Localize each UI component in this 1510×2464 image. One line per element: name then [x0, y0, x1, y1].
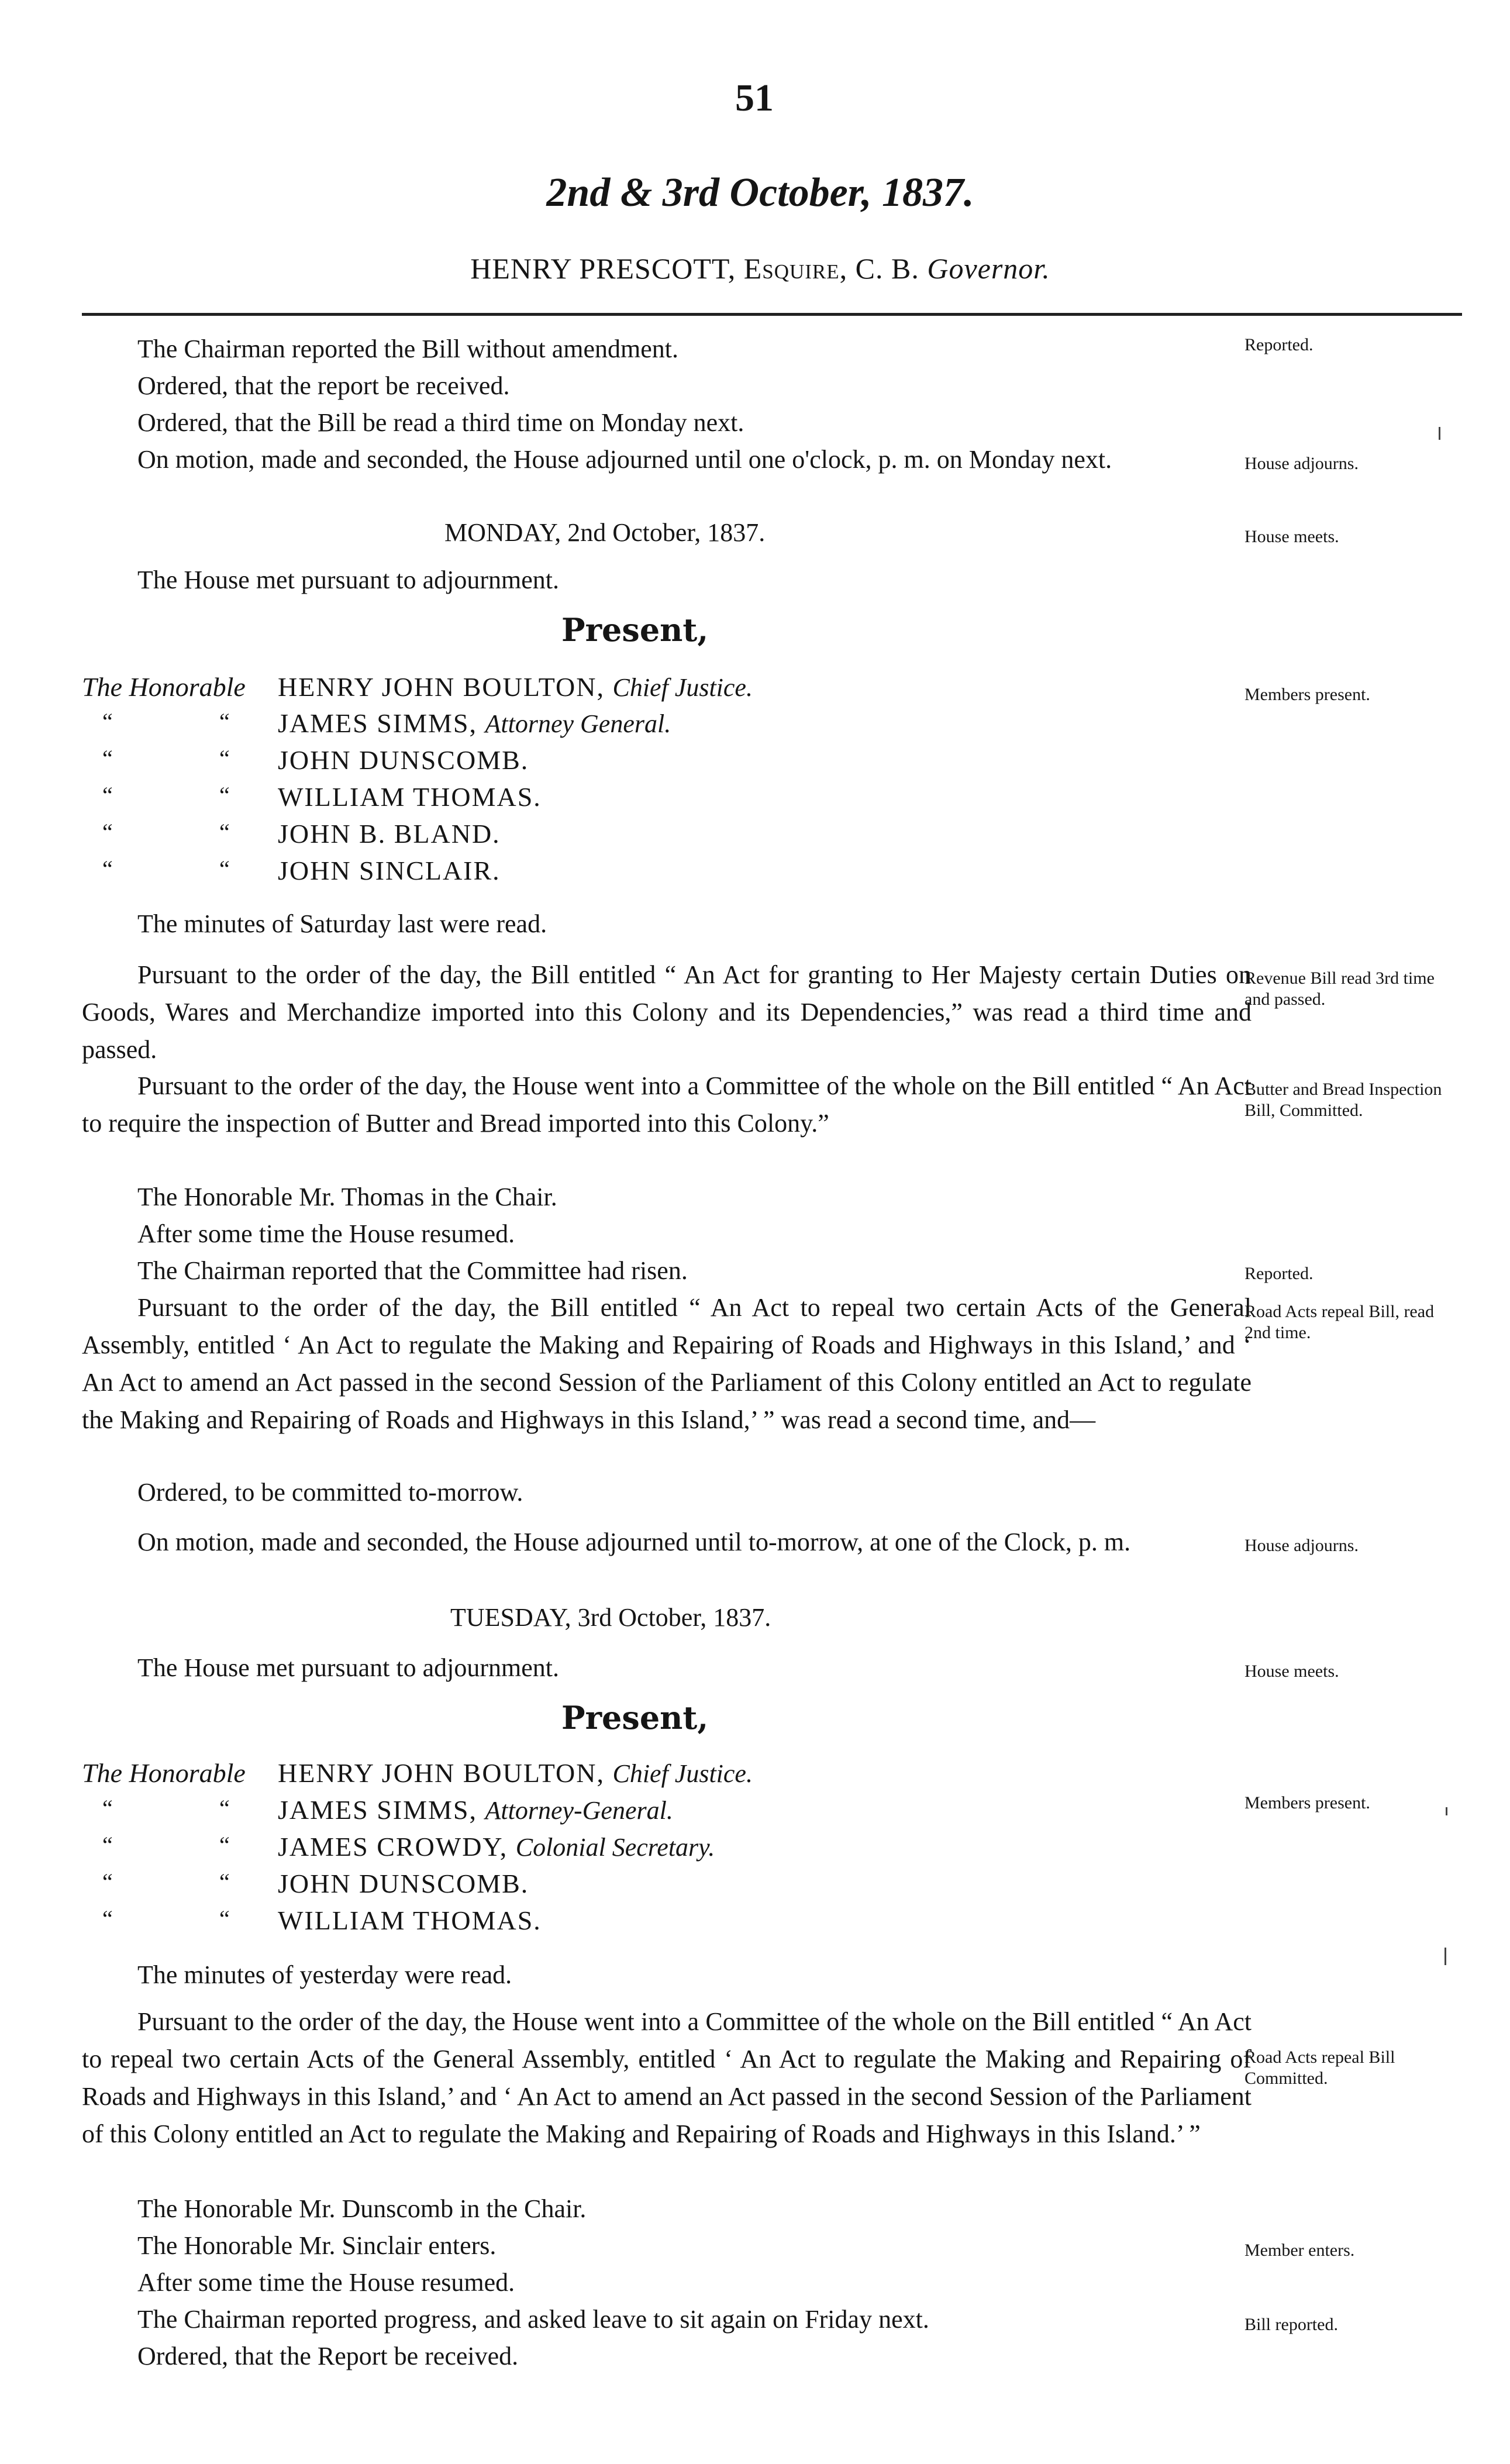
- monday-member-5: JOHN B. BLAND.: [278, 819, 501, 849]
- page-number: 51: [735, 77, 774, 119]
- adjourn-paragraph-2: On motion, made and seconded, the House adjourned until to-morrow, at one of the Clock, p. m.: [137, 1528, 1131, 1556]
- monday-member-2: JAMES SIMMS, Attorney General.: [278, 708, 671, 738]
- road-acts-paragraph: Pursuant to the order of the day, the Bill entitled “ An Act to repeal two certain Acts of the General Assembly, entitled ‘ An Act to regulate the Making and Repairing of Roads and Highways in this Island,’ and ‘ An Act to amend an Act passed in the second Session of the Parliament of this Colony entitled an Act to regulate the Making and Repairing of Roads and Highways in this Island,’ ” was read a second time, and—: [82, 1293, 1252, 1434]
- margin-note-bill-reported: Bill reported.: [1244, 2315, 1338, 2334]
- tuesday-enters: The Honorable Mr. Sinclair enters.: [137, 2231, 497, 2260]
- governor-role: Governor.: [927, 252, 1050, 285]
- margin-note-members-present-2: Members present.: [1244, 1793, 1370, 1812]
- ditto-mark: “: [219, 745, 230, 771]
- margin-note-road-acts-2nd: Road Acts repeal Bill, read 2nd time.: [1244, 1302, 1435, 1342]
- monday-met: The House met pursuant to adjournment.: [137, 566, 559, 594]
- tuesday-resumed: After some time the House resumed.: [137, 2268, 515, 2297]
- monday-heading: MONDAY, 2nd October, 1837.: [444, 518, 766, 547]
- tuesday-progress: The Chairman reported progress, and asked leave to sit again on Friday next.: [137, 2305, 929, 2334]
- ditto-mark: “: [102, 1905, 113, 1932]
- tuesday-met: The House met pursuant to adjournment.: [137, 1653, 559, 1682]
- margin-note-butter-bread: Butter and Bread Inspection Bill, Committed.: [1244, 1080, 1442, 1120]
- opening-line-1: The Chairman reported the Bill without amendment.: [137, 335, 678, 363]
- scan-mark: [1439, 427, 1440, 440]
- governor-name: HENRY PRESCOTT,: [470, 252, 736, 285]
- opening-line-2: Ordered, that the report be received.: [137, 371, 510, 400]
- monday-member-prefix: The Honorable: [82, 672, 246, 702]
- tuesday-member-5: WILLIAM THOMAS.: [278, 1905, 542, 1935]
- ditto-mark: “: [102, 708, 113, 735]
- ditto-mark: “: [219, 856, 230, 882]
- monday-committed: Ordered, to be committed to-morrow.: [137, 1478, 523, 1507]
- tuesday-heading: TUESDAY, 3rd October, 1837.: [450, 1603, 771, 1632]
- margin-note-members-present: Members present.: [1244, 685, 1370, 704]
- tuesday-member-4: JOHN DUNSCOMB.: [278, 1869, 529, 1898]
- monday-resumed: After some time the House resumed.: [137, 1219, 515, 1248]
- monday-chair: The Honorable Mr. Thomas in the Chair.: [137, 1183, 557, 1211]
- date-title: 2nd & 3rd October, 1837.: [546, 170, 974, 215]
- tuesday-report: Ordered, that the Report be received.: [137, 2342, 519, 2370]
- ditto-mark: “: [219, 1905, 230, 1932]
- ditto-mark: “: [102, 745, 113, 771]
- monday-risen: The Chairman reported that the Committee had risen.: [137, 1256, 688, 1285]
- governor-line: [351, 251, 1170, 285]
- opening-line-3: Ordered, that the Bill be read a third time on Monday next.: [137, 408, 744, 437]
- ditto-mark: “: [102, 1832, 113, 1858]
- road-acts-committee-paragraph: Pursuant to the order of the day, the House went into a Committee of the whole on the Bill entitled “ An Act to repeal two certain Acts of the General Assembly, entitled ‘ An Act to regulate the Making and Repairing of Roads and Highways in this Island,’ and ‘ An Act to amend an Act passed in the second Session of the Parliament of this Colony entitled an Act to regulate the Making and Repairing of Roads and Highways in this Island.’ ”: [82, 2007, 1252, 2148]
- ditto-mark: “: [102, 819, 113, 845]
- ditto-mark: “: [219, 1795, 230, 1821]
- tuesday-member-1: HENRY JOHN BOULTON, Chief Justice.: [278, 1758, 753, 1788]
- monday-member-1: HENRY JOHN BOULTON, Chief Justice.: [278, 672, 753, 702]
- monday-member-6: JOHN SINCLAIR.: [278, 856, 501, 885]
- margin-note-road-acts-committed: Road Acts repeal Bill Committed.: [1244, 2048, 1395, 2088]
- tuesday-present-label: Present,: [561, 1699, 709, 1736]
- tuesday-minutes: The minutes of yesterday were read.: [137, 1960, 512, 1989]
- margin-note-house-adjourns-2: House adjourns.: [1244, 1536, 1359, 1555]
- adjourn-paragraph-1: On motion, made and seconded, the House adjourned until one o'clock, p. m. on Monday next.: [137, 445, 1112, 474]
- margin-note-house-adjourns: House adjourns.: [1244, 454, 1359, 473]
- ditto-mark: “: [102, 782, 113, 808]
- margin-note-reported: Reported.: [1244, 335, 1314, 354]
- monday-member-4: WILLIAM THOMAS.: [278, 782, 542, 812]
- ditto-mark: “: [102, 856, 113, 882]
- margin-note-member-enters: Member enters.: [1244, 2241, 1355, 2260]
- governor-esquire: Esquire,: [743, 252, 848, 285]
- monday-minutes: The minutes of Saturday last were read.: [137, 909, 547, 938]
- ditto-mark: “: [219, 1832, 230, 1858]
- tuesday-member-2: JAMES SIMMS, Attorney-General.: [278, 1795, 673, 1825]
- margin-note-revenue-bill: Revenue Bill read 3rd time and passed.: [1244, 969, 1435, 1009]
- ditto-mark: “: [219, 708, 230, 735]
- governor-suffix: C. B.: [855, 252, 919, 285]
- monday-member-3: JOHN DUNSCOMB.: [278, 745, 529, 775]
- tuesday-chair: The Honorable Mr. Dunscomb in the Chair.: [137, 2194, 587, 2223]
- margin-note-house-meets-2: House meets.: [1244, 1662, 1339, 1681]
- scan-mark: [1445, 1948, 1446, 1965]
- ditto-mark: “: [219, 819, 230, 845]
- margin-note-reported-2: Reported.: [1244, 1264, 1314, 1283]
- header-rule: [82, 313, 1462, 316]
- revenue-bill-paragraph: Pursuant to the order of the day, the Bill entitled “ An Act for granting to Her Majesty certain Duties on Goods, Wares and Merchandize imported into this Colony and its Dependencies,” was read a third time and passed.: [82, 960, 1252, 1064]
- ditto-mark: “: [102, 1869, 113, 1895]
- tuesday-member-3: JAMES CROWDY, Colonial Secretary.: [278, 1832, 715, 1862]
- monday-present-label: Present,: [561, 611, 709, 649]
- butter-bread-paragraph: Pursuant to the order of the day, the House went into a Committee of the whole on the Bill entitled “ An Act to require the inspection of Butter and Bread imported into this Colony.”: [82, 1071, 1252, 1138]
- tuesday-member-prefix: The Honorable: [82, 1758, 246, 1788]
- scan-mark: [1446, 1807, 1447, 1815]
- ditto-mark: “: [219, 1869, 230, 1895]
- ditto-mark: “: [219, 782, 230, 808]
- ditto-mark: “: [102, 1795, 113, 1821]
- margin-note-house-meets: House meets.: [1244, 527, 1339, 546]
